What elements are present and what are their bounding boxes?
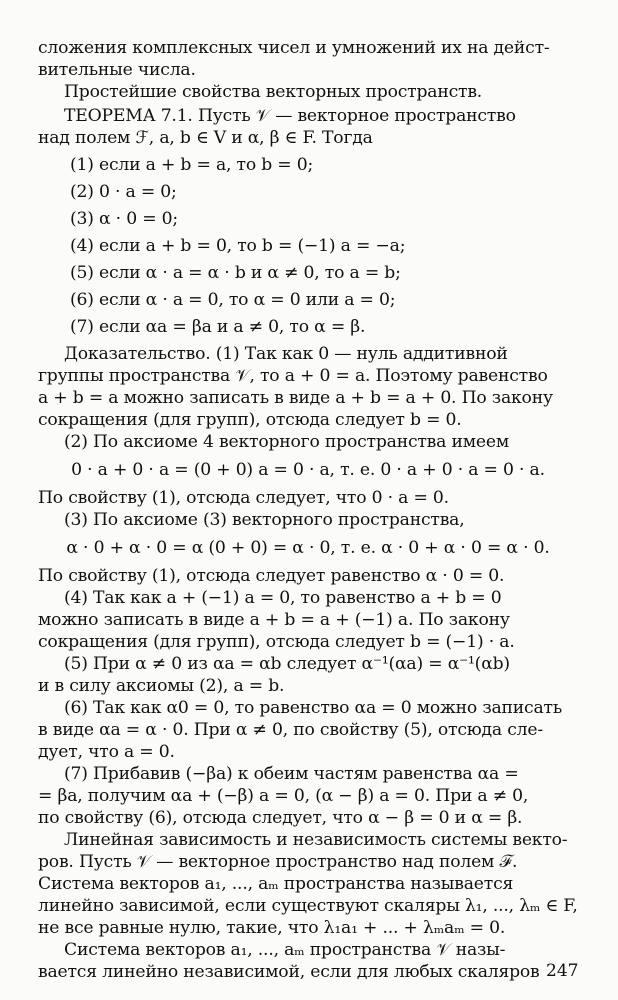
text-line-l30: дует, что a = 0.	[38, 742, 175, 762]
text-line-l25: сокращения (для групп), отсюда следует b = (−1) · a.	[38, 632, 515, 652]
text-line-l07: (2) 0 · a = 0;	[70, 182, 177, 202]
text-line-l22: По свойству (1), отсюда следует равенство α · 0 = 0.	[38, 566, 505, 586]
text-line-l16: сокращения (для групп), отсюда следует b = 0.	[38, 410, 462, 430]
text-line-l28: (6) Так как α0 = 0, то равенство αa = 0 можно записать	[64, 698, 562, 718]
text-line-l27: и в силу аксиомы (2), a = b.	[38, 676, 285, 696]
text-line-l35: ров. Пусть 𝒱 — векторное пространство над полем ℱ.	[38, 852, 518, 872]
text-line-l26: (5) При α ≠ 0 из αa = αb следует α⁻¹(αa) = α⁻¹(αb)	[64, 654, 510, 674]
text-line-l05: над полем ℱ, a, b ∈ V и α, β ∈ F. Тогда	[38, 128, 373, 148]
text-line-l04: ТЕОРЕМА 7.1. Пусть 𝒱 — векторное пространство	[64, 106, 516, 126]
text-line-l14: группы пространства 𝒱, то a + 0 = a. Поэтому равенство	[38, 366, 548, 386]
text-line-l38: не все равные нулю, такие, что λ₁a₁ + ... + λₘaₘ = 0.	[38, 918, 506, 938]
text-line-l31: (7) Прибавив (−βa) к обеим частям равенства αa =	[64, 764, 519, 784]
text-line-l33: по свойству (6), отсюда следует, что α − β = 0 и α = β.	[38, 808, 523, 828]
text-line-l39: Система векторов a₁, ..., aₘ пространства 𝒱 назы-	[64, 940, 506, 960]
text-line-l06: (1) если a + b = a, то b = 0;	[70, 155, 314, 175]
text-line-l32: = βa, получим αa + (−β) a = 0, (α − β) a = 0. При a ≠ 0,	[38, 786, 529, 806]
page-number: 247	[546, 961, 579, 981]
text-line-l01: сложения комплексных чисел и умножений их на дейст-	[38, 38, 550, 58]
text-line-l21: α · 0 + α · 0 = α (0 + 0) = α · 0, т. е. α · 0 + α · 0 = α · 0.	[66, 538, 550, 558]
text-line-l12: (7) если αa = βa и a ≠ 0, то α = β.	[70, 317, 366, 337]
text-line-l11: (6) если α · a = 0, то α = 0 или a = 0;	[70, 290, 396, 310]
text-line-l02: вительные числа.	[38, 60, 196, 80]
text-line-l13: Доказательство. (1) Так как 0 — нуль аддитивной	[64, 344, 508, 364]
text-line-l03: Простейшие свойства векторных пространств.	[64, 82, 483, 102]
text-line-l09: (4) если a + b = 0, то b = (−1) a = −a;	[70, 236, 406, 256]
text-line-l34: Линейная зависимость и независимость системы векто-	[64, 830, 568, 850]
text-line-l29: в виде αa = α · 0. При α ≠ 0, по свойству (5), отсюда сле-	[38, 720, 543, 740]
text-line-l36: Система векторов a₁, ..., aₘ пространства называется	[38, 874, 514, 894]
text-line-l10: (5) если α · a = α · b и α ≠ 0, то a = b;	[70, 263, 401, 283]
text-line-l17: (2) По аксиоме 4 векторного пространства имеем	[64, 432, 510, 452]
text-line-l15: a + b = a можно записать в виде a + b = a + 0. По закону	[38, 388, 553, 408]
text-line-l37: линейно зависимой, если существуют скаляры λ₁, ..., λₘ ∈ F,	[38, 896, 578, 916]
text-line-l18: 0 · a + 0 · a = (0 + 0) a = 0 · a, т. е. 0 · a + 0 · a = 0 · a.	[71, 460, 545, 480]
text-line-l19: По свойству (1), отсюда следует, что 0 · a = 0.	[38, 488, 449, 508]
text-line-l24: можно записать в виде a + b = a + (−1) a. По закону	[38, 610, 510, 630]
text-line-l23: (4) Так как a + (−1) a = 0, то равенство a + b = 0	[64, 588, 502, 608]
text-line-l40: вается линейно независимой, если для любых скаляров	[38, 962, 540, 982]
text-line-l20: (3) По аксиоме (3) векторного пространства,	[64, 510, 465, 530]
text-line-l08: (3) α · 0 = 0;	[70, 209, 178, 229]
